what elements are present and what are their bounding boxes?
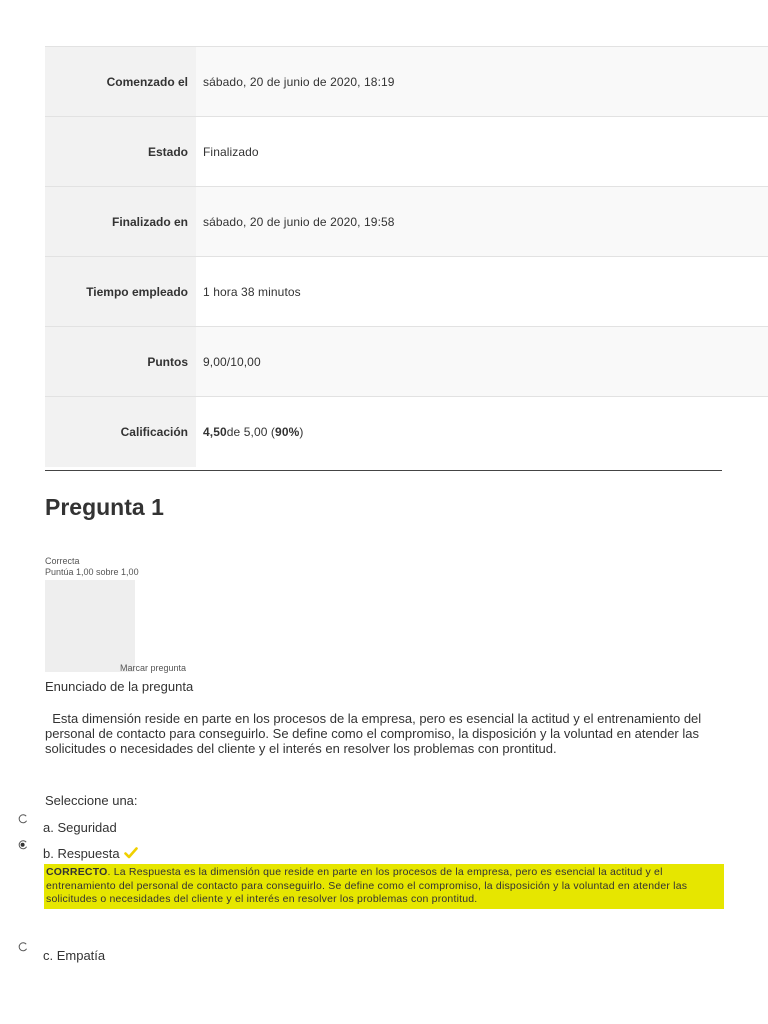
summary-row-started	[45, 47, 768, 117]
summary-row-finished	[45, 187, 768, 257]
radio-selected-icon[interactable]	[18, 840, 28, 850]
flag-question-link[interactable]: Marcar pregunta	[120, 663, 187, 673]
summary-divider	[45, 470, 722, 471]
summary-label: Finalizado en	[45, 187, 196, 256]
question-text: Esta dimensión reside en parte en los procesos de la empresa, pero es esencial la actitud y el entrenamiento del personal de contacto para conseguirlo. Se define como el compromiso, la disposición y la voluntad en atender las solicitudes o necesidades del cliente y el interés en resolver los problemas con prontitud.	[45, 711, 705, 756]
summary-row-time-taken	[45, 257, 768, 327]
summary-label: Puntos	[45, 327, 196, 396]
grade-of: de 5,00 (	[226, 425, 276, 439]
answer-option-label	[43, 846, 138, 861]
radio-unselected-icon[interactable]	[18, 814, 28, 824]
summary-value: sábado, 20 de junio de 2020, 19:58	[196, 187, 768, 256]
question-text-heading: Enunciado de la pregunta	[45, 679, 194, 694]
summary-label: Estado	[45, 117, 196, 186]
summary-value: 1 hora 38 minutos	[196, 257, 768, 326]
summary-row-points	[45, 327, 768, 397]
summary-value: 9,00/10,00	[196, 327, 768, 396]
summary-value	[196, 397, 768, 467]
answer-option-text: b. Respuesta	[43, 846, 120, 861]
answer-option-label: a. Seguridad	[43, 820, 117, 835]
answer-option-c[interactable]	[18, 942, 218, 963]
grade-value: 4,50	[203, 425, 227, 439]
grade-percent: 90%	[275, 425, 300, 439]
summary-label: Comenzado el	[45, 47, 196, 116]
question-title: Pregunta 1	[45, 494, 164, 520]
grade-close: )	[299, 425, 304, 439]
answer-option-a[interactable]	[18, 814, 218, 835]
checkmark-icon	[124, 847, 138, 859]
question-state: Correcta	[45, 556, 80, 566]
summary-value: Finalizado	[196, 117, 768, 186]
flag-question-icon[interactable]	[45, 580, 135, 672]
summary-label: Calificación	[45, 397, 196, 467]
feedback-text: . La Respuesta es la dimensión que reside en parte en los procesos de la empresa, pero es esencial la actitud y el entrenamiento del personal de contacto para conseguirlo. Se define como el compromiso, la disposición y la voluntad en atender las solicitudes o necesidades del cliente y el interés en resolver los problemas con prontitud.	[46, 866, 688, 905]
answer-feedback	[44, 864, 724, 909]
question-info	[45, 556, 139, 578]
answer-option-label: c. Empatía	[43, 948, 106, 963]
answer-option-b[interactable]	[18, 840, 218, 861]
question-grade: Puntúa 1,00 sobre 1,00	[45, 567, 139, 577]
answer-prompt: Seleccione una:	[45, 793, 138, 808]
radio-unselected-icon[interactable]	[18, 942, 28, 952]
summary-row-grade	[45, 397, 768, 467]
summary-label: Tiempo empleado	[45, 257, 196, 326]
summary-value: sábado, 20 de junio de 2020, 18:19	[196, 47, 768, 116]
attempt-summary-table	[45, 46, 768, 467]
summary-row-state	[45, 117, 768, 187]
feedback-verdict: CORRECTO	[46, 866, 108, 878]
